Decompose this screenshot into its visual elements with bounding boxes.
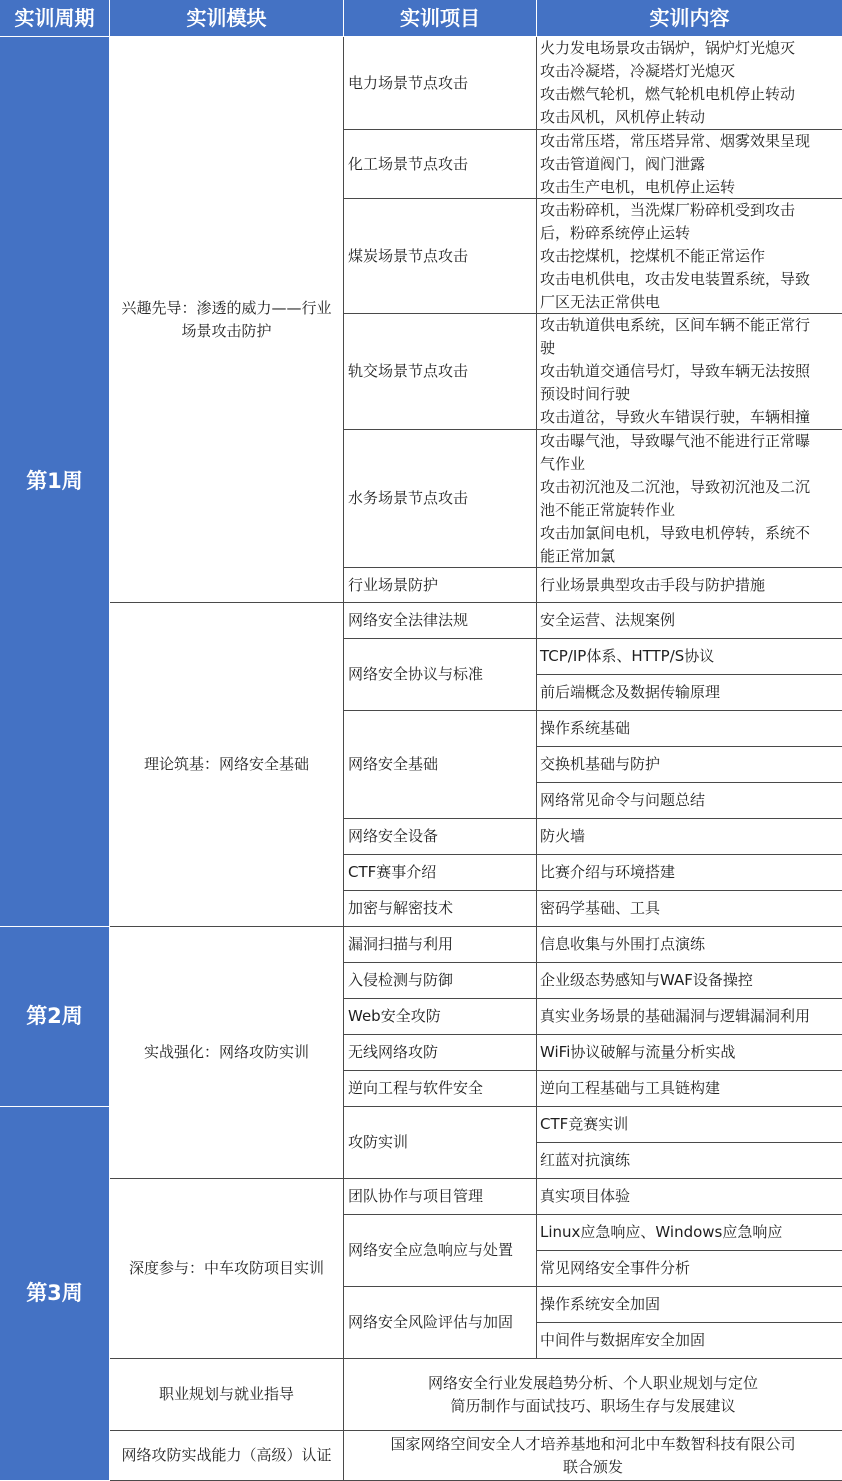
- cell-text-line: Web安全攻防: [348, 1007, 441, 1025]
- cell-text-line: 常见网络安全事件分析: [540, 1259, 691, 1277]
- cell-text-line: 实训模块: [186, 5, 267, 30]
- project-cell: [344, 37, 537, 130]
- cell-text-line: 真实业务场景的基础漏洞与逻辑漏洞利用: [540, 1007, 811, 1025]
- cell-text-line: 攻击燃气轮机，燃气轮机电机停止转动: [540, 85, 796, 103]
- cell-text-line: 煤炭场景节点攻击: [348, 246, 469, 265]
- module-cell: [110, 37, 344, 603]
- content-cell: [537, 1251, 842, 1287]
- cell-text-line: 行业场景防护: [348, 575, 439, 594]
- week-cell: [0, 927, 110, 1107]
- cell-text-line: 攻击粉碎机，当洗煤厂粉碎机受到攻击: [540, 200, 796, 219]
- content-cell: [537, 963, 842, 999]
- cell-text-line: 火力发电场景攻击锅炉，锅炉灯光熄灭: [540, 39, 796, 57]
- content-cell: [537, 1071, 842, 1107]
- project-cell: [344, 963, 537, 999]
- cell-text-line: CTF赛事介绍: [348, 863, 437, 881]
- project-cell: [344, 430, 537, 568]
- project-cell: [344, 130, 537, 199]
- cell-text-line: 真实项目体验: [540, 1187, 631, 1205]
- project-cell: [344, 927, 537, 963]
- project-cell: [344, 891, 537, 927]
- cell-text-line: TCP/IP体系、HTTP/S协议: [540, 647, 715, 665]
- cell-text-line: WiFi协议破解与流量分析实战: [540, 1043, 736, 1061]
- module-cell: [110, 603, 344, 927]
- project-cell: [344, 1179, 537, 1215]
- cell-text-line: 预设时间行驶: [540, 385, 631, 403]
- cell-text-line: 攻击冷凝塔，冷凝塔灯光熄灭: [540, 62, 736, 80]
- cell-text-line: 团队协作与项目管理: [348, 1187, 484, 1205]
- module-cell: [110, 927, 344, 1179]
- module-cell: [110, 1359, 344, 1431]
- cell-text-line: 网络安全法律法规: [348, 611, 469, 629]
- header-cell-period: [0, 0, 110, 37]
- cell-text-line: 网络攻防实战能力（高级）认证: [121, 1446, 332, 1464]
- cell-text-line: 攻击道岔，导致火车错误行驶，车辆相撞: [540, 408, 811, 426]
- cell-text-line: 网络安全设备: [348, 827, 439, 845]
- cell-text-line: 红蓝对抗演练: [540, 1151, 631, 1169]
- cell-text-line: 职业规划与就业指导: [158, 1385, 294, 1403]
- cell-text-line: 驶: [540, 339, 556, 357]
- cell-text-line: 防火墙: [540, 827, 586, 845]
- cell-text-line: 网络安全行业发展趋势分析、个人职业规划与定位: [427, 1373, 758, 1392]
- cell-text-line: 逆向工程与软件安全: [348, 1079, 484, 1097]
- cell-text-line: 漏洞扫描与利用: [348, 935, 454, 953]
- cell-text-line: 第1周: [26, 469, 83, 493]
- content-cell: [537, 747, 842, 783]
- project-cell: [344, 639, 537, 711]
- cell-text-line: 实战强化：网络攻防实训: [143, 1043, 309, 1061]
- content-cell: [537, 675, 842, 711]
- cell-text-line: 轨交场景节点攻击: [348, 362, 469, 380]
- content-cell: [537, 1107, 842, 1143]
- cell-text-line: 攻击轨道交通信号灯，导致车辆无法按照: [540, 362, 811, 380]
- cell-text-line: 电力场景节点攻击: [348, 73, 469, 92]
- content-cell: [537, 639, 842, 675]
- cell-text-line: 攻击加氯间电机，导致电机停转，系统不: [540, 523, 811, 542]
- content-cell: [537, 999, 842, 1035]
- cell-text-line: 逆向工程基础与工具链构建: [540, 1079, 721, 1097]
- project-cell: [344, 199, 537, 314]
- cell-text-line: 兴趣先导：渗透的威力——行业: [121, 298, 332, 317]
- cell-text-line: 网络安全应急响应与处置: [348, 1241, 514, 1259]
- cell-text-line: 加密与解密技术: [348, 899, 454, 917]
- cell-text-line: 入侵检测与防御: [348, 971, 454, 989]
- content-cell: [537, 711, 842, 747]
- cell-text-line: 国家网络空间安全人才培养基地和河北中车数智科技有限公司: [390, 1434, 796, 1453]
- cell-text-line: 企业级态势感知与WAF设备操控: [540, 971, 753, 989]
- cell-text-line: 攻击管道阀门，阀门泄露: [540, 154, 706, 173]
- header-cell-module: [110, 0, 344, 37]
- project-cell: [344, 819, 537, 855]
- project-cell: [344, 1215, 537, 1287]
- cell-text-line: 网络安全基础: [348, 755, 439, 773]
- project-cell: [344, 999, 537, 1035]
- cell-text-line: 攻防实训: [348, 1133, 409, 1151]
- cell-text-line: 水务场景节点攻击: [348, 489, 469, 507]
- cell-text-line: 交换机基础与防护: [540, 755, 661, 773]
- cell-text-line: 第2周: [26, 1004, 83, 1028]
- content-cell: [537, 1035, 842, 1071]
- cell-text-line: 网络安全风险评估与加固: [348, 1313, 514, 1331]
- cell-text-line: 攻击风机，风机停止转动: [540, 108, 706, 126]
- cell-text-line: 网络安全协议与标准: [348, 665, 484, 683]
- week-cell: [0, 1107, 110, 1481]
- week-cell: [0, 37, 110, 927]
- project-cell: [344, 314, 537, 430]
- project-cell: [344, 603, 537, 639]
- content-cell: [537, 1143, 842, 1179]
- cell-text-line: 实训项目: [400, 5, 480, 30]
- cell-text-line: 能正常加氯: [540, 546, 616, 565]
- cell-text-line: 后，粉碎系统停止运转: [540, 223, 691, 242]
- cell-text-line: 深度参与：中车攻防项目实训: [128, 1259, 324, 1277]
- cell-text-line: 无线网络攻防: [348, 1043, 439, 1061]
- content-cell: [537, 603, 842, 639]
- module-cell: [110, 1179, 344, 1359]
- module-cell: [110, 1431, 344, 1481]
- cell-text-line: 信息收集与外围打点演练: [540, 935, 706, 953]
- content-cell: [537, 37, 842, 130]
- cell-text-line: 池不能正常旋转作业: [540, 500, 676, 519]
- cell-text-line: 实训内容: [649, 5, 730, 30]
- content-cell: [537, 1323, 842, 1359]
- cell-text-line: CTF竞赛实训: [540, 1115, 629, 1133]
- cell-text-line: 场景攻击防护: [181, 321, 272, 340]
- content-cell: [537, 819, 842, 855]
- cell-text-line: 密码学基础、工具: [540, 899, 661, 917]
- content-cell: [537, 430, 842, 568]
- project-cell: [344, 1107, 537, 1179]
- content-cell: [537, 199, 842, 314]
- project-cell: [344, 568, 537, 603]
- cell-text-line: 行业场景典型攻击手段与防护措施: [540, 575, 766, 594]
- header-cell-project: [344, 0, 537, 37]
- project-cell: [344, 855, 537, 891]
- cell-text-line: 中间件与数据库安全加固: [540, 1331, 706, 1349]
- cell-text-line: 操作系统基础: [540, 719, 631, 737]
- cell-text-line: 操作系统安全加固: [540, 1295, 661, 1313]
- cell-text-line: 安全运营、法规案例: [540, 611, 676, 629]
- cell-text-line: 前后端概念及数据传输原理: [540, 683, 721, 701]
- project-cell: [344, 1287, 537, 1359]
- content-cell: [344, 1359, 842, 1431]
- cell-text-line: 攻击挖煤机，挖煤机不能正常运作: [540, 246, 766, 265]
- cell-text-line: 化工场景节点攻击: [348, 154, 469, 173]
- cell-text-line: 攻击生产电机，电机停止运转: [540, 177, 736, 196]
- content-cell: [537, 855, 842, 891]
- cell-text-line: 网络常见命令与问题总结: [540, 791, 706, 809]
- project-cell: [344, 1071, 537, 1107]
- content-cell: [537, 891, 842, 927]
- content-cell: [537, 927, 842, 963]
- content-cell: [537, 783, 842, 819]
- project-cell: [344, 1035, 537, 1071]
- cell-text-line: 攻击初沉池及二沉池，导致初沉池及二沉: [540, 477, 811, 496]
- cell-text-line: 实训周期: [14, 5, 95, 30]
- cell-text-line: 攻击常压塔，常压塔异常、烟雾效果呈现: [540, 131, 811, 150]
- cell-text-line: 厂区无法正常供电: [540, 292, 661, 311]
- project-cell: [344, 711, 537, 819]
- cell-text-line: 理论筑基：网络安全基础: [143, 755, 309, 773]
- cell-text-line: Linux应急响应、Windows应急响应: [540, 1223, 783, 1241]
- cell-text-line: 简历制作与面试技巧、职场生存与发展建议: [450, 1396, 736, 1415]
- content-cell: [537, 314, 842, 430]
- cell-text-line: 攻击电机供电，攻击发电装置系统，导致: [540, 269, 811, 288]
- cell-text-line: 攻击轨道供电系统，区间车辆不能正常行: [540, 316, 811, 334]
- content-cell: [537, 1215, 842, 1251]
- cell-text-line: 联合颁发: [562, 1457, 623, 1476]
- content-cell: [344, 1431, 842, 1481]
- content-cell: [537, 568, 842, 603]
- cell-text-line: 气作业: [540, 454, 586, 473]
- content-cell: [537, 1179, 842, 1215]
- cell-text-line: 第3周: [26, 1281, 83, 1305]
- cell-text-line: 比赛介绍与环境搭建: [540, 863, 676, 881]
- content-cell: [537, 1287, 842, 1323]
- cell-text-line: 攻击曝气池，导致曝气池不能进行正常曝: [540, 431, 811, 450]
- header-cell-content: [537, 0, 842, 37]
- content-cell: [537, 130, 842, 199]
